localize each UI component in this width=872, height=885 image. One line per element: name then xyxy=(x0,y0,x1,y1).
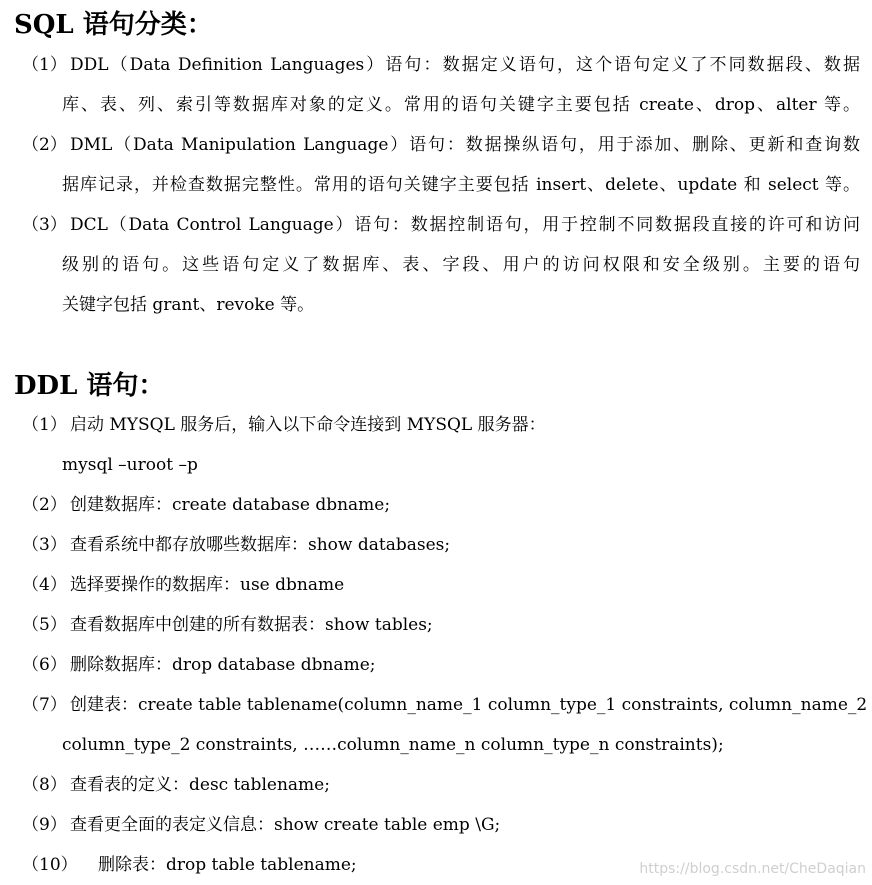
item-text: 删除数据库：drop database dbname; xyxy=(70,655,376,675)
item-number: （3） xyxy=(22,535,67,555)
item-number: （1） xyxy=(22,55,67,75)
item-text: 创建数据库：create database dbname; xyxy=(70,495,391,515)
item-text: 删除表：drop table tablename; xyxy=(98,855,357,875)
sql-classification-heading: SQL 语句分类： xyxy=(14,10,213,40)
item-text-continued: column_type_2 constraints, ……column_name_n column_type_n constraints); xyxy=(62,735,724,755)
item-number: （5） xyxy=(22,615,67,635)
item-number: （1） xyxy=(22,415,67,435)
item-text: 创建表：create table tablename(column_name_1 column_type_1 constraints, column_name_2 xyxy=(70,695,868,715)
item-number: （2） xyxy=(22,135,67,155)
item-text: 查看系统中都存放哪些数据库：show databases; xyxy=(70,535,451,555)
item-number: （9） xyxy=(22,815,67,835)
item-number: （3） xyxy=(22,215,67,235)
item-number: （7） xyxy=(22,695,67,715)
watermark-url: https://blog.csdn.net/CheDaqian xyxy=(639,861,866,877)
item-number: （10） xyxy=(22,855,78,875)
item-text-continued: 库、表、列、索引等数据库对象的定义。常用的语句关键字主要包括 create、drop、alter 等。 xyxy=(62,95,860,115)
item-text: DDL（Data Definition Languages）语句：数据定义语句，这个语句定义了不同数据段、数据 xyxy=(70,55,860,75)
item-text-continued: 级别的语句。这些语句定义了数据库、表、字段、用户的访问权限和安全级别。主要的语句 xyxy=(62,255,860,275)
item-text: 选择要操作的数据库：use dbname xyxy=(70,575,345,595)
item-text-continued: 据库记录，并检查数据完整性。常用的语句关键字主要包括 insert、delete、update 和 select 等。 xyxy=(62,175,860,195)
item-text-continued: 关键字包括 grant、revoke 等。 xyxy=(62,295,315,315)
item-text: DML（Data Manipulation Language）语句：数据操纵语句，用于添加、删除、更新和查询数 xyxy=(70,135,860,155)
item-text: DCL（Data Control Language）语句：数据控制语句，用于控制不同数据段直接的许可和访问 xyxy=(70,215,860,235)
ddl-heading: DDL 语句： xyxy=(14,371,165,401)
item-text: 查看更全面的表定义信息：show create table emp \G; xyxy=(70,815,501,835)
item-text: 查看表的定义：desc tablename; xyxy=(70,775,330,795)
item-number: （2） xyxy=(22,495,67,515)
item-number: （6） xyxy=(22,655,67,675)
item-text: 启动 MYSQL 服务后，输入以下命令连接到 MYSQL 服务器： xyxy=(70,415,546,435)
item-number: （4） xyxy=(22,575,67,595)
item-text: 查看数据库中创建的所有数据表：show tables; xyxy=(70,615,433,635)
item-command: mysql –uroot –p xyxy=(62,455,198,475)
item-number: （8） xyxy=(22,775,67,795)
